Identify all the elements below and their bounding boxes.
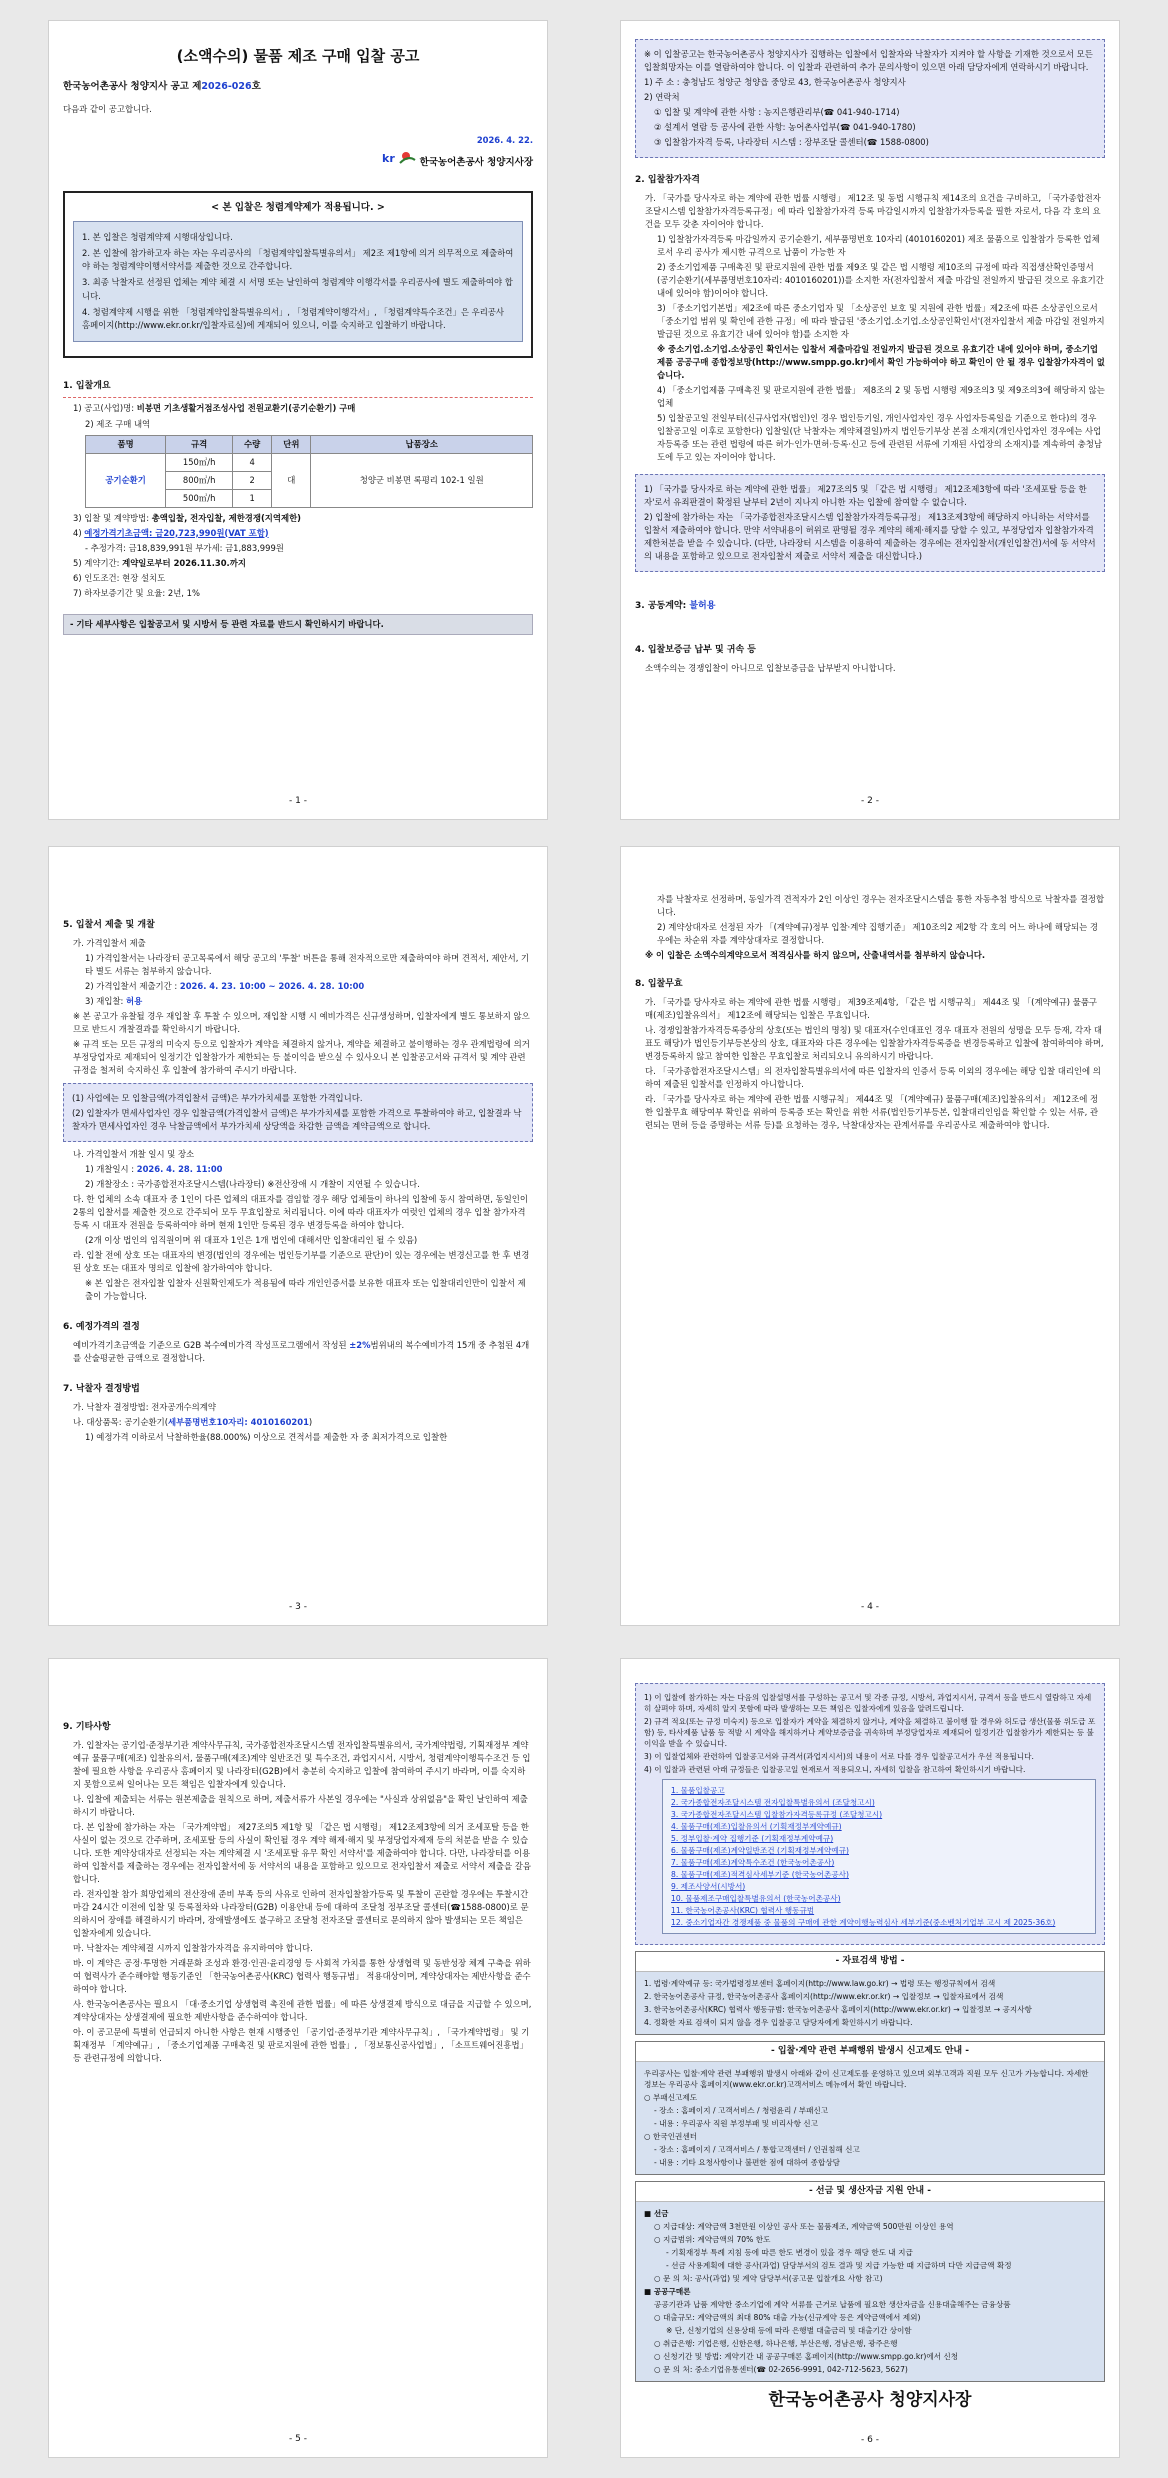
document-page-4	[620, 846, 1120, 1626]
s7-na: 나. 대상품목: 공기순환기(세부품명번호10자리: 4010160201)	[73, 1417, 313, 1428]
corruption-report-box	[635, 2041, 1105, 2175]
s1-item-1: 1) 공고(사업)명: 비봉면 기초생활거점조성사업 전원교환기(공기순환기) 구매	[73, 403, 356, 414]
s1-item-2: 2) 제조 구매 내역	[85, 418, 151, 429]
regulation-link[interactable]: 7. 물품구매(제조)계약특수조건 (한국농어촌공사)	[671, 1858, 835, 1867]
regulation-list	[662, 1779, 1096, 1934]
integrity-frame-body	[73, 221, 523, 341]
s9-da: 다. 본 입찰에 참가하는 자는 「국가계약법」 제27조의5 제1항 및 「같은 법 시행령」 제12조제3항에 의거 조세포탈 등을 한 사실이 없는 것으로 간주하며, 조세포탈 등의 사실이 확인될 경우 계약 해제·해지 및 부정당업자제재 등의 처분을 받을 수 있습니다. 또한 계약상대자로 선정되는 자는 계약체결 시 '조세포탈 유무 확인 서약서'를 제출하여야 합니다. 다만, 나라장터를 이용하여 입찰서를 제출하는 경우에는 전자입찰서에 동 서약서의 내용을 포함하고 있으므로 전자입찰서 제출로 서약서 제출을 갈음합니다.	[73, 1822, 531, 1885]
issuer-name: 한국농어촌공사 청양지사장	[419, 157, 533, 168]
signature-line: 한국농어촌공사 청양지사장	[768, 2390, 972, 2411]
bid-guide-box	[635, 1683, 1105, 1945]
regulation-link[interactable]: 3. 국가종합전자조달시스템 입찰참가자격등록규정 (조달청고시)	[671, 1810, 883, 1819]
s9-sa: 사. 한국농어촌공사는 필요시 「대·중소기업 상생협력 촉진에 관한 법률」에 따른 상생결제 방식으로 대금을 지급할 수 있으며, 계약상대자는 상생결제에 필요한 제반사항을 준수하여야 합니다.	[73, 1999, 532, 2023]
svg-text:kr: kr	[382, 152, 395, 165]
advance-payment-body	[636, 2202, 1104, 2381]
page-number: - 6 -	[861, 2434, 879, 2445]
krc-logo-icon	[382, 151, 416, 171]
note-line: 1) 「국가를 당사자로 하는 계약에 관한 법률」 제27조의5 및 「같은 법 시행령」 제12조제3항에 따라 '조세포탈 등을 한 자'로서 유죄판결이 확정된 날부터 2년이 지나지 아니한 자는 입찰에 참여할 수 없습니다.	[644, 484, 1087, 508]
section-4-heading: 4. 입찰보증금 납부 및 귀속 등	[635, 645, 756, 656]
issuer-line	[63, 151, 533, 171]
qty-cell: 2	[233, 471, 272, 489]
qty-cell: 4	[233, 453, 272, 471]
s5-note-1: ※ 본 공고가 유찰될 경우 재입찰 후 투찰 수 있으며, 재입찰 시행 시 예비가격은 신규생성하며, 입찰자에게 별도 통보하지 않으므로 반드시 개찰결과를 확인하시기 바랍니다.	[73, 1011, 530, 1035]
s2-item-5: 5) 입찰공고일 전일부터(신규사업자(법인)인 경우 법인등기일, 개인사업자인 경우 사업자등록일을 기준으로 한다)의 경우 입찰공고일 이후로 포함한다) 입찰일(단 낙찰자는 계약체결일)까지 법인등기부상 본점 소재지(개인사업자인 경우에는 사업자등록증 또는 관련 법령에 따른 허가·인가·면허·등록·신고 등에 관련된 서류에 기재된 사업장의 소재지)를 계속하여 충청남도에 두고 있는 자이어야 합니다.	[657, 413, 1102, 463]
document-page-3	[48, 846, 548, 1626]
note-line: (1) 사업에는 모 입찰금액(가격입찰서 금액)은 부가가치세를 포함한 가격입니다.	[72, 1093, 363, 1104]
document-page-5	[48, 1658, 548, 2458]
s1-item-4-detail: - 추정가격: 금18,839,991원 부가세: 금1,883,999원	[85, 542, 284, 553]
fin-line: ○ 문 의 처: 중소기업유통센터(☎ 02-2656-9991, 042-712-5623, 5627)	[654, 2365, 908, 2375]
ref-line: 4. 정확한 자료 검색이 되지 않을 경우 입찰공고 담당자에게 확인하시기 바랍니다.	[644, 2018, 913, 2028]
report-line: - 장소 : 홈페이지 / 고객서비스 / 통합고객센터 / 인권침해 신고	[654, 2145, 860, 2155]
notice-intro: 다음과 같이 공고합니다.	[63, 103, 152, 114]
integrity-contract-frame	[63, 191, 533, 358]
regulation-link[interactable]: 1. 물품입찰공고	[671, 1786, 725, 1795]
s7-ga: 가. 낙찰자 결정방법: 전자공개수의계약	[73, 1402, 216, 1413]
report-intro: 우리공사는 입찰·계약 관련 부패행위 발생시 아래와 같이 신고제도를 운영하고 있으며 외부고객과 직원 모두 신고가 가능합니다. 자세한 정보는 우리공사 홈페이지(www.ekr.or.kr)고객서비스 메뉴에서 확인 바랍니다.	[644, 2069, 1089, 2090]
section-6-heading: 6. 예정가격의 결정	[63, 1322, 140, 1333]
notice-number-value: 2026-026	[201, 81, 252, 93]
s5-item-3: 3) 재입찰: 허용	[85, 996, 143, 1006]
page-number: - 5 -	[289, 2434, 307, 2445]
s2-item-4: 4) 「중소기업제품 구매촉진 및 판로지원에 관한 법률」 제8조의 2 및 동법 시행령 제9조의3 및 제9조의3에 해당하지 않는 업체	[657, 385, 1105, 409]
col-header: 규격	[166, 435, 233, 453]
regulation-link[interactable]: 4. 물품구매(제조)입찰유의서 (기획재정부계약예규)	[671, 1822, 842, 1831]
report-line: - 내용 : 기타 요청사항이나 불편한 점에 대하여 종합상담	[654, 2158, 840, 2168]
fin-line: - 선금 사용계획에 대한 공사(과업) 담당부서의 검토 결과 및 지급 가능한 때 지급하며 다만 지급금액 확정	[666, 2261, 1012, 2271]
section-3-heading: 3. 공동계약: 불허용	[635, 601, 716, 612]
page-number: - 1 -	[289, 796, 307, 807]
regulation-link[interactable]: 11. 한국농어촌공사(KRC) 협력사 행동규범	[671, 1906, 815, 1915]
page-number: - 3 -	[289, 1602, 307, 1613]
col-header: 납품장소	[311, 435, 533, 453]
fin-line: 공공기관과 납품 계약한 중소기업에 계약 서류를 근거로 납품에 필요한 생산자금을 신용대출해주는 금융상품	[654, 2300, 1011, 2310]
s9-ra: 라. 전자입찰 참가 희망업체의 전산장애 준비 부족 등의 사유로 인하여 전자입찰참가등록 및 투찰이 곤란할 경우에는 투찰시간 마감 24시간 이전에 입찰 및 등록절차와 나라장터(G2B) 이용안내 등에 대하여 조달청 정부조달 콜센터(☎1588-0800)로 문의하시어 장애를 해결하시기 바라며, 장애발생에도 불구하고 조달청 전자조달 콜센터로 문의하지 않아 발생되는 모든 책임은 입찰자에게 있습니다.	[73, 1889, 529, 1939]
s9-ma: 마. 낙찰자는 계약체결 시까지 입찰참가자격을 유지하여야 합니다.	[73, 1943, 313, 1954]
contact-line: 2) 연락처	[644, 92, 680, 103]
vat-note-box	[63, 1083, 533, 1142]
contact-line: ③ 입찰참가자격 등록, 나라장터 시스템 : 장부조달 콜센터(☎ 1588-0800)	[654, 137, 929, 148]
s4-text: 소액수의는 경쟁입찰이 아니므로 입찰보증금을 납부받지 아니합니다.	[645, 663, 896, 674]
integrity-item: 4. 청렴계약제 시행을 위한 「청렴계약입찰특별유의서」, 「청렴계약이행각서」, 「청렴계약특수조건」은 우리공사 홈페이지(http://www.ekr.or.kr/입찰자료실)에 게재되어 있으니, 이를 숙지하고 입찰하기 바랍니다.	[82, 306, 504, 330]
s8-da: 다. 「국가종합전자조달시스템」의 전자입찰특별유의서에 따른 입찰자의 인증서 등록 이외의 경우에는 해당 입찰 대리인에 의하여 제출된 입찰서를 인정하지 아니합니다.	[645, 1066, 1101, 1090]
notice-number-suffix: 호	[251, 81, 261, 93]
s5-da: 다. 한 업체의 소속 대표자 중 1인이 다른 업체의 대표자를 겸임할 경우 해당 업체들이 하나의 입찰에 동시 참여하면, 동일인이 2통의 입찰서를 제출한 것으로 간주되어 모두 무효입찰로 처리됩니다. 이에 따라 대표자가 여럿인 업체의 경우 입찰 참가자격 등록 시 대표자 전원을 등록하여야 하며 현재 1인만 등록된 경우 변경등록을 하여야 합니다.	[73, 1194, 528, 1231]
regulation-link[interactable]: 6. 물품구매(제조)계약일반조건 (기획재정부계약예규)	[671, 1846, 849, 1855]
contact-info-box	[635, 39, 1105, 158]
section-5-heading: 5. 입찰서 제출 및 개찰	[63, 920, 155, 930]
notice-title: (소액수의) 물품 제조 구매 입찰 공고	[176, 47, 420, 65]
s5-na: 나. 가격입찰서 개찰 일시 및 장소	[73, 1149, 195, 1160]
ref-line: 3. 한국농어촌공사(KRC) 협력사 행동규범: 한국농어촌공사 홈페이지(http://www.ekr.or.kr) → 입찰정보 → 공지사항	[644, 2005, 1032, 2015]
s8-na: 나. 경쟁입찰참가자격등록증상의 상호(또는 법인의 명칭) 및 대표자(수인대표인 경우 대표자 전원의 성명을 모두 등재, 각자 대표도 해당)가 법인등기부등본상의 상호, 대표자와 다른 경우에는 입찰참가자격등록증을 변경등록하고 입찰에 참여하여야 하며, 변경등록하지 않고 참여한 입찰은 무효입찰로 처리되오니 유의하시기 바랍니다.	[645, 1025, 1104, 1062]
s6-text: 예비가격기초금액을 기준으로 G2B 복수예비가격 작성프로그램에서 작성된 ±2%범위내의 복수예비가격 15개 중 추첨된 4개를 산술평균한 금액으로 결정합니다.	[73, 1340, 530, 1364]
integrity-item: 3. 최종 낙찰자로 선정된 업체는 계약 체결 시 서명 또는 날인하여 청렴계약 이행각서를 우리공사에 별도 제출하여야 합니다.	[82, 277, 513, 301]
regulation-link[interactable]: 2. 국가종합전자조달시스템 전자입찰특별유의서 (조달청고시)	[671, 1798, 875, 1807]
section-1-heading: 1. 입찰개요	[63, 380, 111, 391]
s2-ga: 가. 「국가를 당사자로 하는 계약에 관한 법률 시행령」 제12조 및 동법 시행규칙 제14조의 요건을 구비하고, 「국가종합전자조달시스템 입찰참가자격등록규정」에 따라 입찰참가자격 등록 마감일시까지 입찰참가자등록을 필한 자로서, 다음 각 호의 요건을 모두 갖춘 자이어야 합니다.	[645, 193, 1101, 230]
contact-line: ※ 이 입찰공고는 한국농어촌공사 청양지사가 집행하는 입찰에서 입찰자와 낙찰자가 지켜야 할 사항을 기재한 것으로서 모든 입찰희망자는 이를 열람하여야 합니다. 이 입찰과 관련하여 추가 문의사항이 있으면 아래 담당자에게 연락하시기 바랍니다.	[644, 49, 1093, 73]
purchase-table	[85, 435, 533, 508]
guide-line: 1) 이 입찰에 참가하는 자는 다음의 입찰설명서를 구성하는 공고서 및 각종 규정, 시방서, 과업지시서, 규격서 등을 반드시 열람하고 자세히 살펴야 하며, 자세히 알지 못함에 따라 발생하는 모든 책임은 입찰자에게 있음을 알려드립니다.	[644, 1693, 1092, 1713]
s5-note-2: ※ 규격 또는 모든 규정의 미숙지 등으로 입찰자가 계약을 체결하지 않거나, 계약을 체결하고 불이행하는 경우 관계법령에 의거 부정당업자로 제재되어 일정기간 입찰참가가 제한되는 등 불이익을 받으실 수 있사오니 본 입찰공고서와 규격서 및 계약 관련 규정을 철저히 숙지하신 후 입찰에 참가하여 주시기 바랍니다.	[73, 1039, 530, 1076]
page-4-content	[635, 891, 1105, 1134]
section-7-heading: 7. 낙찰자 결정방법	[63, 1384, 140, 1395]
contact-line: 1) 주 소 : 충청남도 청양군 청양읍 중앙로 43, 한국농어촌공사 청양지사	[644, 77, 906, 88]
s7-item-1: 1) 예정가격 이하로서 낙찰하한율(88.000%) 이상으로 견적서를 제출한 자 중 최저가격으로 입찰한	[85, 1432, 448, 1443]
fin-line: ■ 선금	[644, 2209, 669, 2219]
regulation-link[interactable]: 5. 정부입찰·계약 집행기준 (기획재정부계약예규)	[671, 1834, 834, 1843]
s5-na-1: 1) 개찰일시 : 2026. 4. 28. 11:00	[85, 1164, 223, 1175]
s9-ga: 가. 입찰자는 공기업·준정부기관 계약사무규칙, 국가종합전자조달시스템 전자입찰특별유의서, 국가계약법령, 기획재정부 계약예규 물품구매(제조) 입찰유의서, 물품구매(제조)계약 일반조건 및 특수조건, 과업지시서, 시방서, 청렴계약이행특수조건 등 입찰에 필요한 사항을 우리공사 홈페이지 및 나라장터(G2B)에서 충분히 숙지하고 입찰에 참여하여 주시기 바라며, 이를 숙지하지 못함으로써 일어나는 모든 책임은 입찰자에게 있습니다.	[73, 1739, 531, 1789]
s1-item-4: 4) 예정가격기초금액: 금20,723,990원(VAT 포함)	[73, 527, 269, 538]
page-number: - 2 -	[861, 796, 879, 807]
advance-payment-box	[635, 2181, 1105, 2382]
s1-item-3: 3) 입찰 및 계약방법: 총액입찰, 전자입찰, 제한경쟁(지역제한)	[73, 512, 301, 523]
document-page-1	[48, 20, 548, 820]
item-name-cell: 공기순환기	[86, 453, 166, 507]
integrity-item: 2. 본 입찰에 참가하고자 하는 자는 우리공사의 「청렴계약입찰특별유의서」 제2조 제1항에 의거 의무적으로 제출하여야 하는 청렴계약이행서약서를 제출한 것으로 간주합니다.	[82, 248, 514, 272]
s1-item-6: 6) 인도조건: 현장 설치도	[73, 572, 166, 583]
regulation-link[interactable]: 8. 물품구매(제조)적격심사세부기준 (한국농어촌공사)	[671, 1870, 849, 1879]
purchase-table-wrap	[63, 435, 533, 508]
s8-ga: 가. 「국가를 당사자로 하는 계약에 관한 법률 시행령」 제39조제4항, 「같은 법 시행규칙」 제44조 및 「(계약예규) 물품구매(제조)입찰유의서」 제12조에 해당되는 입찰은 무효입니다.	[645, 997, 1098, 1021]
regulation-link[interactable]: 9. 제조사양서(시방서)	[671, 1882, 746, 1891]
section-9-heading: 9. 기타사항	[63, 1722, 111, 1732]
s5-ra-note: ※ 본 입찰은 전자입찰 입찰자 신원확인제도가 적용됨에 따라 개인인증서를 보유한 대표자 또는 입찰대리인만이 입찰서 제출이 가능합니다.	[85, 1278, 526, 1302]
section-2-heading: 2. 입찰참가자격	[635, 175, 700, 186]
fin-line: ○ 지급대상: 계약금액 3천만원 이상인 공사 또는 물품제조, 계약금액 500만원 이상인 용역	[654, 2222, 954, 2232]
fin-line: ■ 공공구매론	[644, 2287, 691, 2297]
report-line: ○ 부패신고제도	[644, 2093, 698, 2103]
s9-ba: 바. 이 계약은 공정·투명한 거래문화 조성과 환경·인권·윤리경영 등 사회적 가치를 통한 상생협력 및 동반성장 체계 구축을 위하여 협력사가 준수해야할 행동기준인 「한국농어촌공사(KRC) 협력사 행동규범」 적용대상이며, 계약상대자는 제반사항을 준수하여야 합니다.	[73, 1958, 531, 1995]
notice-number-prefix: 한국농어촌공사 청양지사 공고 제	[63, 81, 202, 93]
page-5-content	[63, 1709, 533, 2067]
s7-note: ※ 이 입찰은 소액수의계약으로서 적격심사를 하지 않으며, 산출내역서를 첨부하지 않습니다.	[645, 950, 986, 961]
s1-item-7: 7) 하자보증기간 및 요율: 2년, 1%	[73, 587, 200, 598]
reference-search-title: - 자료검색 방법 -	[636, 1952, 1104, 1972]
s2-item-3-note: ※ 중소기업.소기업.소상공인 확인서는 입찰서 제출마감일 전일까지 발급된 것으로 유효기간 내에 있어야 하며, 중소기업제품 공공구매 종합정보망(http://www.smpp.go.kr)에서 확인 가능하여야 하고 확인이 안 될 경우 입찰참가자격이 없습니다.	[657, 344, 1105, 381]
advance-payment-title: - 선금 및 생산자금 지원 안내 -	[636, 2182, 1104, 2202]
ref-line: 1. 법령·계약예규 등: 국가법령정보센터 홈페이지(http://www.law.go.kr) → 법령 또는 행정규칙에서 검색	[644, 1979, 996, 1989]
spec-cell: 150㎥/h	[166, 453, 233, 471]
report-line: - 내용 : 우리공사 직원 부정부패 및 비리사항 신고	[654, 2119, 818, 2129]
s2-item-1: 1) 입찰참가자격등록 마감일까지 공기순환기, 세부품명번호 10자리 (4010160201) 제조 물품으로 입찰참가 등록한 업체로서 우리 공사가 제시한 규격으로 납품이 가능한 자	[657, 234, 1100, 258]
reference-search-body	[636, 1972, 1104, 2034]
s2-item-2: 2) 중소기업제품 구매촉진 및 판로지원에 관한 법률 제9조 및 같은 법 시행령 제10조의 규정에 따라 직접생산확인증명서(공기순환기(세부품명번호10자리: 4010160201))를 소지한 자(전자입찰서 제출 마감일 전일까지 발급된 것으로 유효기간 내에 있어야 함)이어야 합니다.	[657, 262, 1104, 299]
page-1-content	[63, 33, 533, 641]
notice-number	[63, 80, 533, 95]
guide-line: 3) 이 입찰업체와 관련하여 입찰공고서와 규격서(과업지시서)의 내용이 서로 다를 경우 입찰공고서가 우선 적용됩니다.	[644, 1752, 1034, 1761]
guide-line: 2) 규격 적요(또는 규정 미숙지) 등으로 입찰자가 계약을 체결하지 않거나, 계약을 체결하고 불이행 할 경우와 허도급 생산(물품 위도급 포함) 등, 타사제품 납품 등 적발 시 계약을 해지하거나 계약보증금을 귀속하며 부정당업자로 제재되어 일정기간 입찰참가가 제한되는 등 불이익을 받을 수 있습니다.	[644, 1717, 1096, 1748]
note-line: 2) 입찰에 참가하는 자는 「국가종합전자조달시스템 입찰참가자격등록규정」 제13조제3항에 해당하지 아니하는 서약서를 입찰서 제출하여야 합니다. 만약 서약내용이 허위로 판명될 경우 계약의 해제·해지를 당할 수 있고, 부정당업자 입찰참가자격 제한처분을 받을 수 있습니다. (다만, 나라장터 시스템을 이용하여 제출하는 경우에는 전자입찰서(개인입찰건)서에 동 서약서의 내용을 포함하고 있으므로 전자입찰서 제출로 서약서 제출을 대신합니다.)	[644, 512, 1096, 562]
document-page-2	[620, 20, 1120, 820]
detail-notice-bar: - 기타 세부사항은 입찰공고서 및 시방서 등 관련 자료를 반드시 확인하시기 바랍니다.	[63, 614, 533, 635]
spec-cell: 500㎥/h	[166, 489, 233, 507]
fin-line: - 기획재정부 특례 지침 등에 따른 한도 변경이 있을 경우 해당 한도 내 지급	[666, 2248, 913, 2258]
regulation-link[interactable]: 10. 물품제조구매입찰특별유의서 (한국농어촌공사)	[671, 1894, 841, 1903]
note-line: (2) 입찰자가 면세사업자인 경우 입찰금액(가격입찰서 금액)은 부가가치세를 포함한 가격으로 투찰하여야 하고, 입찰결과 낙찰자가 면세사업자인 경우 낙찰금액에서 부가가치세 상당액을 차감한 금액을 계약금액으로 합니다.	[72, 1108, 522, 1132]
fin-line: ○ 지급범위: 계약금액의 70% 한도	[654, 2235, 771, 2245]
corruption-report-title: - 입찰·계약 관련 부패행위 발생시 신고제도 안내 -	[636, 2042, 1104, 2062]
section-8-heading: 8. 입찰무효	[635, 979, 683, 990]
col-header: 수량	[233, 435, 272, 453]
integrity-item: 1. 본 입찰은 청렴계약제 시행대상입니다.	[82, 232, 233, 243]
s5-ra: 라. 입찰 전에 상호 또는 대표자의 변경(법인의 경우에는 법인등기부를 기준으로 판단)이 있는 경우에는 변경신고를 한 후 변경된 상호 또는 대표자 명의로 입찰에 참가하여야 합니다.	[73, 1250, 530, 1274]
qualification-note-box	[635, 474, 1105, 572]
section-divider	[63, 397, 533, 398]
guide-line: 4) 이 입찰과 관련된 아래 규정들은 입찰공고일 현재로서 적용되오니, 자세히 입찰을 참고하여 확인하시기 바랍니다.	[644, 1765, 1026, 1774]
col-header: 단위	[272, 435, 311, 453]
regulation-link[interactable]: 12. 중소기업자간 경쟁제품 중 물품의 구매에 관한 계약이행능력심사 세부기준(중소벤처기업부 고시 제 2025-36호)	[671, 1918, 1056, 1927]
page-number: - 4 -	[861, 1602, 879, 1613]
s5-na-2: 2) 개찰장소 : 국가종합전자조달시스템(나라장터) ※전산장애 시 개찰이 지연될 수 있습니다.	[85, 1179, 420, 1190]
page-6-content	[635, 1677, 1105, 2413]
s7-cont: 자를 낙찰자로 선정하며, 동일가격 견적자가 2인 이상인 경우는 전자조달시스템을 통한 자동추첨 방식으로 낙찰자를 결정합니다.	[657, 894, 1105, 918]
corruption-report-body	[636, 2062, 1104, 2174]
integrity-frame-title: < 본 입찰은 청렴계약제가 적용됩니다. >	[211, 201, 385, 213]
s8-ra: 라. 「국가를 당사자로 하는 계약에 관한 법률 시행규칙」 제44조 및 「(계약예규) 물품구매(제조)입찰유의서」 제12조에 정한 입찰무효 해당여부 확인을 위하여 등록증 또는 확인을 위한 서류(법인등기부등본, 입찰대리인임을 확인할 수 있는 서류, 관련되는 면허 등을 증명하는 서류 등)를 요청하는 경우, 낙찰대상자는 관계서류를 우리공사로 제출하여야 합니다.	[645, 1094, 1099, 1131]
fin-line: ※ 단, 신청기업의 신용상태 등에 따라 은행별 대출금리 및 대출기간 상이함	[666, 2326, 912, 2336]
col-header: 품명	[86, 435, 166, 453]
s7-item-2: 2) 계약상대자로 선정된 자가 「(계약예규)정부 입찰·계약 집행기준」 제10조의2 제2항 각 호의 어느 하나에 해당되는 경우에는 차순위 자를 계약상대자로 결정합니다.	[657, 922, 1099, 946]
s1-item-5: 5) 계약기간: 계약일로부터 2026.11.30.까지	[73, 557, 246, 568]
notice-date: 2026. 4. 22.	[476, 134, 533, 145]
page-2-content	[635, 33, 1105, 677]
document-page-6	[620, 1658, 1120, 2458]
reference-search-box	[635, 1951, 1105, 2035]
page-3-content	[63, 907, 533, 1446]
contact-line: ① 입찰 및 계약에 관한 사항 : 농지은행관리부(☎ 041-940-1714)	[654, 107, 900, 118]
contact-line: ② 설계서 열람 등 공사에 관한 사항: 농어촌사업부(☎ 041-940-1780)	[654, 122, 916, 133]
report-line: ○ 한국인권센터	[644, 2132, 698, 2142]
spec-cell: 800㎥/h	[166, 471, 233, 489]
fin-line: ○ 취급은행: 기업은행, 신한은행, 하나은행, 부산은행, 경남은행, 광주은행	[654, 2339, 898, 2349]
unit-cell: 대	[272, 453, 311, 507]
fin-line: ○ 신청기간 및 방법: 계약기간 내 공공구매론 홈페이지(http://www.smpp.go.kr)에서 신청	[654, 2352, 959, 2362]
s5-item-1: 1) 가격입찰서는 나라장터 공고목록에서 해당 공고의 '투찰' 버튼을 통해 전자적으로만 제출하여야 하며 견적서, 제안서, 기타 별도 서류는 첨부하지 않습니다.	[85, 952, 530, 976]
s9-na: 나. 입찰에 제출되는 서류는 원본제출을 원칙으로 하며, 제출서류가 사본일 경우에는 "사실과 상위없음"을 확인 날인하여 제출하시기 바랍니다.	[73, 1794, 528, 1818]
s5-ga: 가. 가격입찰서 제출	[73, 937, 146, 948]
fin-line: ○ 대출규모: 계약금액의 최대 80% 대출 가능(신규계약 등은 계약금액에서 제외)	[654, 2313, 921, 2323]
qty-cell: 1	[233, 489, 272, 507]
s2-item-3: 3) 「중소기업기본법」제2조에 따른 중소기업자 및 「소상공인 보호 및 지원에 관한 법률」제2조에 따른 소상공인으로서 「중소기업 범위 및 확인에 관한 규정」에 따라 발급된 '중소기업.소기업.소상공인확인서'(전자입찰서 제출 마감일 전일까지 발급된 것으로 유효기간 내에 있어야 함)를 소지한 자	[657, 303, 1105, 340]
s9-ah: 아. 이 공고문에 특별히 언급되지 아니한 사항은 현재 시행중인 「공기업·준정부기관 계약사무규칙」, 「국가계약법령」 및 기획재정부 「계약예규」, 「중소기업제품 구매촉진 및 판로지원에 관한 법률」, 「정보통신공사업법」, 「소프트웨어진흥법」 등 관련규정에 의합니다.	[73, 2027, 530, 2064]
fin-line: ○ 문 의 처: 공사(과업) 및 계약 담당부서(공고문 입찰개요 사항 참고)	[654, 2274, 883, 2284]
report-line: - 장소 : 홈페이지 / 고객서비스 / 청렴윤리 / 부패신고	[654, 2106, 829, 2116]
s5-da-2: (2개 이상 법인의 임직원이며 위 대표자 1인은 1개 법인에 대해서만 입찰대리인 될 수 있음)	[85, 1235, 418, 1246]
place-cell: 청양군 비봉면 록평리 102-1 일원	[311, 453, 533, 507]
ref-line: 2. 한국농어촌공사 규정, 한국농어촌공사 홈페이지(http://www.ekr.or.kr) → 입찰정보 → 입찰자료에서 검색	[644, 1992, 1004, 2002]
table-row	[86, 453, 533, 471]
s5-item-2: 2) 가격입찰서 제출기간 : 2026. 4. 23. 10:00 ~ 2026. 4. 28. 10:00	[85, 980, 365, 991]
